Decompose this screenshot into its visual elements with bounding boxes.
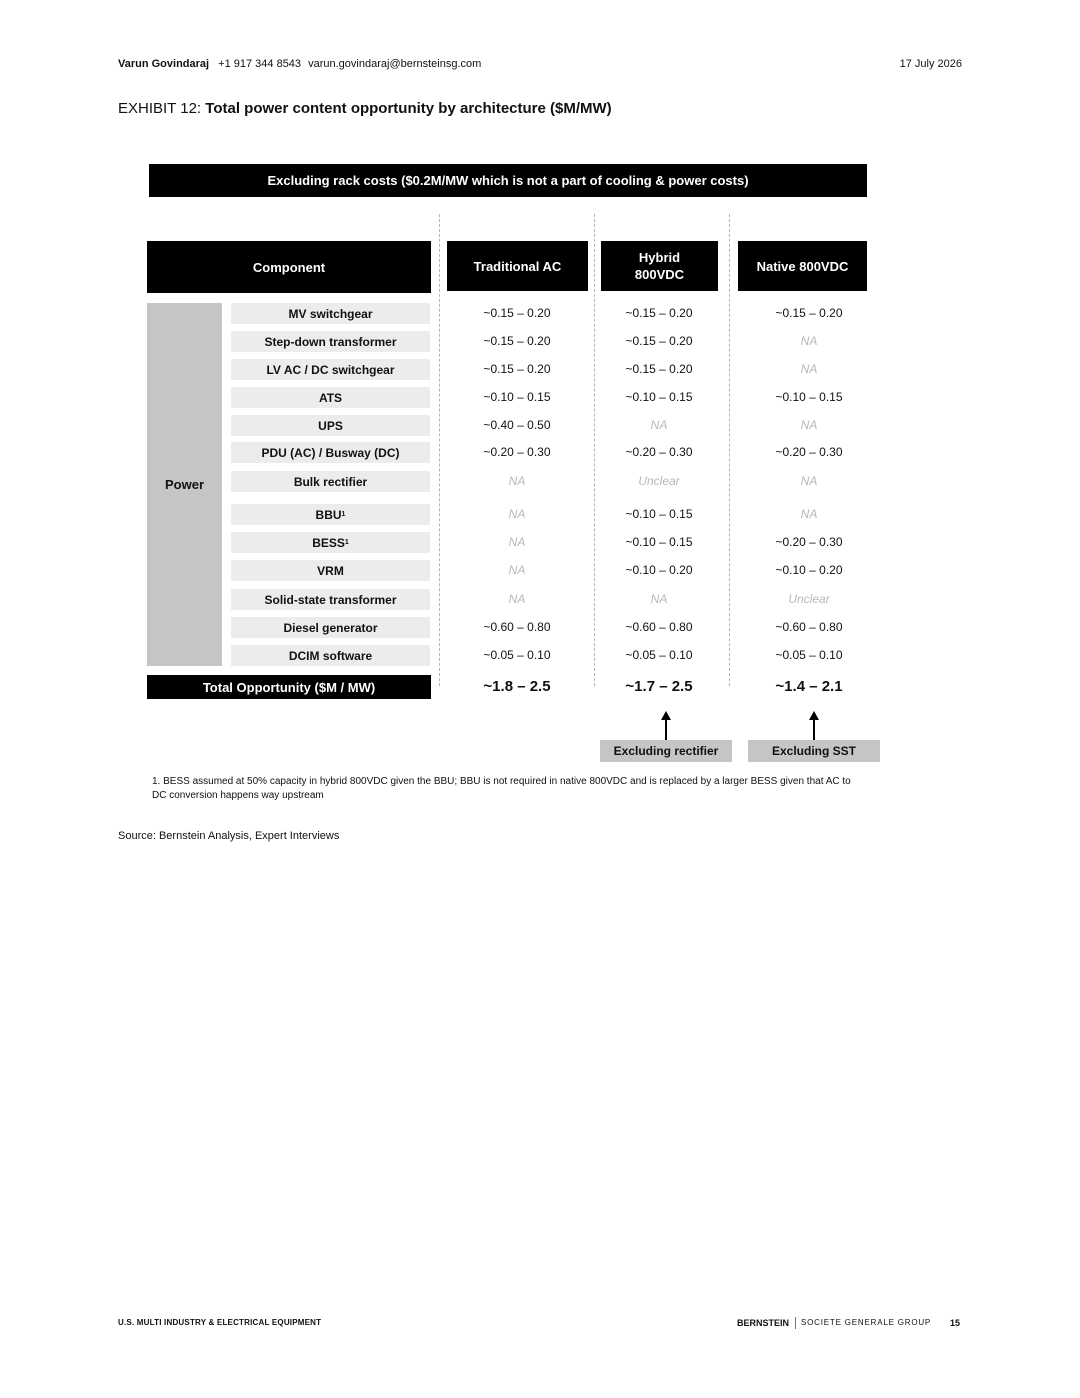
value-cell: NA xyxy=(508,563,526,577)
footer-section: U.S. MULTI INDUSTRY & ELECTRICAL EQUIPMENT xyxy=(118,1318,322,1327)
component-name xyxy=(231,442,430,463)
component-name xyxy=(231,645,430,666)
value-cell: ~0.20 – 0.30 xyxy=(625,445,693,459)
value-cell: ~0.60 – 0.80 xyxy=(483,620,551,634)
page-number: 15 xyxy=(950,1318,961,1328)
value-cell: ~0.05 – 0.10 xyxy=(483,648,551,662)
arrow-shaft xyxy=(665,719,667,740)
exhibit-label: EXHIBIT 12: xyxy=(118,100,206,117)
value-cell: ~0.40 – 0.50 xyxy=(483,418,551,432)
total-hybrid-800vdc: ~1.7 – 2.5 xyxy=(625,678,693,695)
power-group-label: Power xyxy=(147,303,222,666)
value-cell: ~0.20 – 0.30 xyxy=(483,445,551,459)
value-cell: ~0.10 – 0.15 xyxy=(625,507,693,521)
value-cell: ~0.10 – 0.15 xyxy=(775,390,843,404)
total-traditional-ac: ~1.8 – 2.5 xyxy=(483,678,551,695)
component-name-text: DCIM software xyxy=(288,648,373,663)
value-cell: NA xyxy=(800,418,818,432)
value-cell: Unclear xyxy=(638,474,680,488)
component-name-text: LV AC / DC switchgear xyxy=(266,362,395,377)
value-cell: NA xyxy=(508,592,526,606)
value-cell: NA xyxy=(800,474,818,488)
component-name-text: Step-down transformer xyxy=(264,334,397,349)
value-cell: ~0.15 – 0.20 xyxy=(483,334,551,348)
component-name-text: BESS xyxy=(312,535,345,550)
col-header-traditional-ac: Traditional AC xyxy=(447,241,588,291)
value-cell: NA xyxy=(650,592,668,606)
component-name-text: Solid-state transformer xyxy=(264,592,397,607)
report-date: 17 July 2026 xyxy=(899,58,962,70)
footnote: 1. BESS assumed at 50% capacity in hybrid 800VDC given the BBU; BBU is not required in native 800VDC and is replaced by a larger BESS given that AC to DC conversion happens way upstream xyxy=(152,776,851,801)
rack-cost-banner: Excluding rack costs ($0.2M/MW which is not a part of cooling & power costs) xyxy=(149,164,867,197)
value-cell: ~0.15 – 0.20 xyxy=(625,334,693,348)
author-phone: +1 917 344 8543 xyxy=(218,58,302,70)
arrow-shaft xyxy=(813,719,815,740)
component-name xyxy=(231,303,430,324)
excluding-rectifier-label: Excluding rectifier xyxy=(600,740,732,762)
component-name xyxy=(231,560,430,581)
footer-divider xyxy=(795,1317,796,1329)
value-cell: ~0.10 – 0.15 xyxy=(483,390,551,404)
value-cell: NA xyxy=(508,535,526,549)
source-note: Source: Bernstein Analysis, Expert Interviews xyxy=(118,830,340,842)
component-name xyxy=(231,589,430,610)
value-cell: NA xyxy=(800,334,818,348)
value-cell: ~0.10 – 0.20 xyxy=(775,563,843,577)
component-name-text: UPS xyxy=(318,418,343,433)
value-cell: NA xyxy=(650,418,668,432)
footer-group: SOCIETE GENERALE GROUP xyxy=(801,1318,932,1327)
value-cell: ~0.15 – 0.20 xyxy=(483,306,551,320)
component-name: BESS 1 xyxy=(231,532,430,553)
value-cell: ~0.20 – 0.30 xyxy=(775,445,843,459)
component-name xyxy=(231,359,430,380)
component-name xyxy=(231,331,430,352)
value-cell: ~0.15 – 0.20 xyxy=(483,362,551,376)
value-cell: ~0.10 – 0.15 xyxy=(625,390,693,404)
exhibit-title xyxy=(118,100,612,117)
component-name-text: ATS xyxy=(318,390,343,405)
value-cell: ~0.60 – 0.80 xyxy=(775,620,843,634)
component-name xyxy=(231,471,430,492)
value-cell: Unclear xyxy=(788,592,830,606)
value-cell: ~0.05 – 0.10 xyxy=(625,648,693,662)
col-header-hybrid-800vdc: Hybrid 800VDC xyxy=(601,241,718,291)
value-cell: ~0.60 – 0.80 xyxy=(625,620,693,634)
component-name xyxy=(231,415,430,436)
component-name-text: PDU (AC) / Busway (DC) xyxy=(261,445,400,460)
component-name-text: MV switchgear xyxy=(288,306,373,321)
component-name xyxy=(231,387,430,408)
author-line xyxy=(118,58,485,70)
exhibit-heading: Total power content opportunity by architecture ($M/MW) xyxy=(205,100,612,117)
component-name-text: Bulk rectifier xyxy=(293,474,368,489)
footer-brand-logo: BERNSTEIN xyxy=(737,1318,790,1328)
value-cell: ~0.10 – 0.20 xyxy=(625,563,693,577)
value-cell: NA xyxy=(508,474,526,488)
value-cell: ~0.20 – 0.30 xyxy=(775,535,843,549)
total-opportunity-label: Total Opportunity ($M / MW) xyxy=(147,675,431,699)
component-name: BBU 1 xyxy=(231,504,430,525)
component-name-text: BBU xyxy=(315,507,342,522)
value-cell: NA xyxy=(800,362,818,376)
author-email[interactable]: varun.govindaraj@bernsteinsg.com xyxy=(308,58,482,70)
total-native-800vdc: ~1.4 – 2.1 xyxy=(775,678,843,695)
value-cell: ~0.05 – 0.10 xyxy=(775,648,843,662)
value-cell: ~0.10 – 0.15 xyxy=(625,535,693,549)
component-header: Component xyxy=(147,241,431,293)
value-cell: NA xyxy=(508,507,526,521)
col-header-native-800vdc: Native 800VDC xyxy=(738,241,867,291)
component-name-text: Diesel generator xyxy=(283,620,378,635)
value-cell: ~0.15 – 0.20 xyxy=(625,306,693,320)
column-divider xyxy=(439,214,440,686)
component-name-text: VRM xyxy=(317,563,344,578)
author-name: Varun Govindaraj xyxy=(118,58,210,70)
value-cell: ~0.15 – 0.20 xyxy=(775,306,843,320)
value-cell: NA xyxy=(800,507,818,521)
value-cell: ~0.15 – 0.20 xyxy=(625,362,693,376)
excluding-sst-label: Excluding SST xyxy=(748,740,880,762)
component-name xyxy=(231,617,430,638)
column-divider xyxy=(729,214,730,686)
